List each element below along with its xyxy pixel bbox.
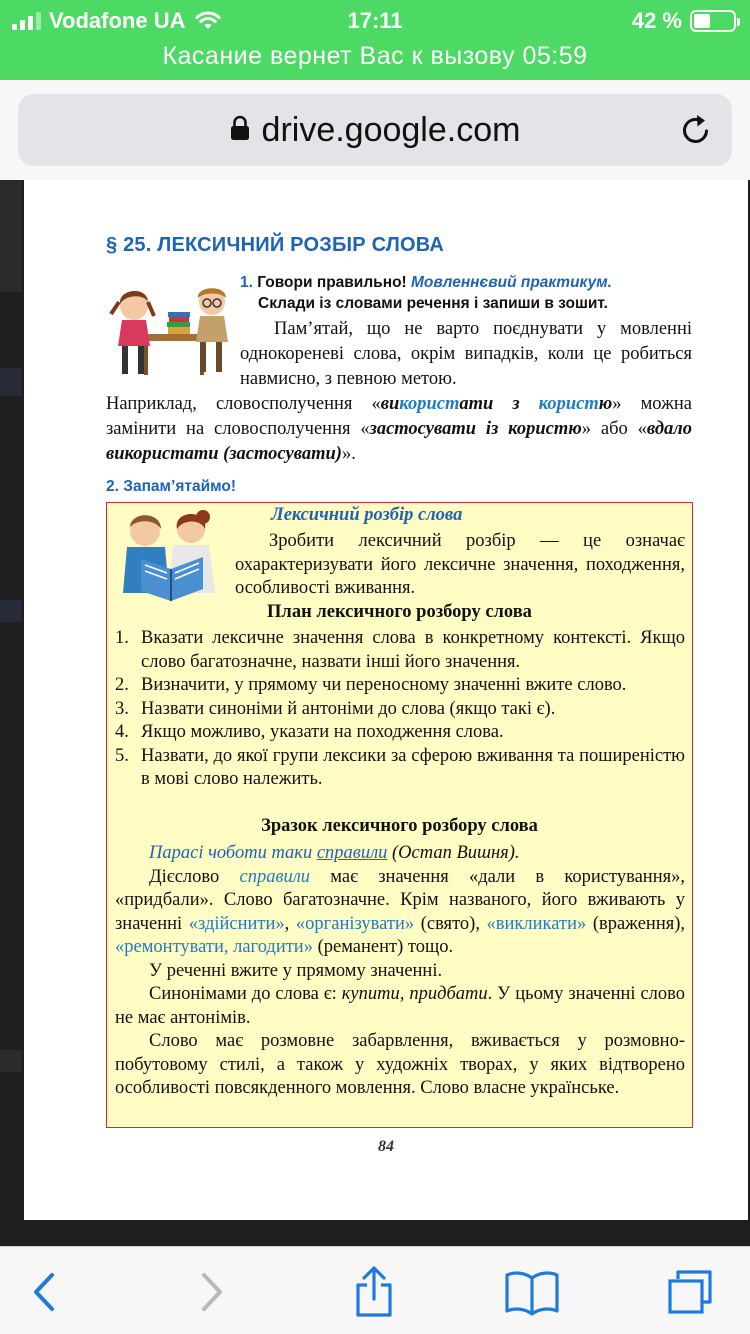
battery-icon	[690, 10, 736, 32]
back-button[interactable]	[14, 1265, 74, 1319]
sample-text: (реманент) тощо.	[312, 937, 454, 957]
sample-text: має значення «дали в користування», «придбали». Слово багатозначне. Крім названого, його вживають у значенні	[115, 866, 685, 934]
browser-toolbar	[0, 1246, 750, 1334]
plan-item	[115, 745, 685, 792]
bookmarks-button[interactable]	[502, 1265, 562, 1319]
quote-author: (Остап Вишня).	[387, 843, 520, 863]
exercise-2-title: 2. Запам’ятаймо!	[106, 478, 236, 495]
url-text: drive.google.com	[261, 110, 521, 149]
sample-synonyms	[115, 983, 685, 1030]
example-text: » або «	[581, 419, 647, 439]
exercise-1	[240, 272, 700, 314]
plan-item	[115, 674, 685, 698]
document-page	[24, 180, 748, 1220]
lock-icon	[230, 115, 250, 141]
sample-text: Синонімами до слова є:	[149, 984, 342, 1004]
address-bar[interactable]	[18, 94, 732, 166]
sample-text: (свято),	[414, 913, 487, 934]
battery-level	[694, 14, 710, 28]
status-bar[interactable]	[0, 0, 750, 80]
page-number: 84	[378, 1138, 394, 1155]
tabs-button[interactable]	[660, 1265, 720, 1319]
plan-item-number: 4.	[115, 722, 129, 742]
sample-text: ,	[284, 913, 296, 934]
plan-item-number: 5.	[115, 745, 129, 766]
reload-icon[interactable]	[678, 112, 714, 148]
plan-item	[115, 721, 685, 745]
example-root: корист	[399, 394, 460, 414]
exercise-1-lead: Говори правильно!	[257, 274, 407, 291]
plan-item-text: Назвати синоніми й антоніми до слова (якщо такі є).	[141, 698, 556, 719]
plan-item-text: Визначити, у прямому чи переносному значенні вжите слово.	[141, 675, 627, 695]
viewer-margin	[0, 600, 22, 622]
exercise-1-task: Склади із словами речення і запиши в зошит.	[258, 295, 608, 312]
sample-quote	[115, 842, 685, 866]
plan-title: План лексичного розбору слова	[267, 602, 532, 622]
battery-percent: 42 %	[631, 8, 682, 33]
example-paragraph	[106, 392, 692, 467]
share-button[interactable]	[344, 1265, 404, 1319]
sample-analysis	[115, 842, 685, 1101]
share-icon	[352, 1265, 396, 1319]
battery-info	[632, 8, 736, 34]
address-content	[18, 94, 732, 166]
sample-meaning-term: «викликати»	[486, 913, 587, 934]
exercise-1-subtitle: Мовленнєвий практикум.	[411, 274, 612, 291]
kids-at-desk-illustration	[108, 276, 234, 380]
return-to-call-banner[interactable]: Касание вернет Вас к вызову 05:59	[162, 42, 588, 70]
quote-part: Парасі чоботи таки	[149, 843, 317, 863]
box-definition	[235, 530, 685, 601]
section-title: § 25. ЛЕКСИЧНИЙ РОЗБІР СЛОВА	[106, 234, 444, 256]
sample-style: Слово має розмовне забарвлення, вживається у розмовно-побутовому стилі, а також у художніх творах, у яких відтворено особливості повсякденного мовлення. Слово власне українське.	[115, 1031, 685, 1098]
status-time: 17:11	[347, 8, 403, 33]
status-row	[0, 6, 750, 36]
sample-synonym-list: купити, придбати	[341, 984, 488, 1004]
example-word: ати з	[459, 394, 539, 414]
sample-meaning-term: «організувати»	[295, 913, 415, 934]
viewer-margin	[0, 1050, 22, 1072]
plan-item-number: 2.	[115, 675, 129, 695]
forward-icon	[199, 1272, 225, 1312]
forward-button[interactable]	[182, 1265, 242, 1319]
sample-meaning-term: «здійснити»	[188, 913, 285, 934]
example-alternative: застосувати із користю	[369, 419, 582, 439]
viewer-margin	[0, 180, 22, 292]
example-text: » можна замінити на словосполучення «	[106, 394, 692, 439]
plan-item-text: Вказати лексичне значення слова в конкретному контексті. Якщо слово багатозначне, назвати інші його значення.	[141, 628, 685, 672]
example-text: Наприклад, словосполучення «	[106, 394, 381, 414]
sample-usage: У реченні вжите у прямому значенні.	[149, 960, 443, 981]
example-root: корист	[538, 394, 599, 414]
browser-address-area	[0, 80, 750, 180]
quote-target-word: справили	[316, 843, 388, 863]
example-word: ю	[598, 394, 613, 414]
box-definition-text: Зробити лексичний розбір — це означає охарактеризувати його лексичне значення, походження, особливості вживання.	[235, 531, 685, 598]
remember-note	[240, 317, 692, 392]
sample-quote-text	[149, 843, 387, 863]
carrier-name: Vodafone UA	[49, 8, 186, 33]
sample-meaning-term: «ремонтувати, лагодити»	[115, 937, 313, 957]
plan-list	[115, 627, 685, 792]
example-text: ».	[341, 444, 356, 464]
sample-title: Зразок лексичного розбору слова	[261, 816, 538, 836]
sample-text: . У цьому значенні слово не має антонімів.	[115, 984, 686, 1028]
example-alternative: вдало використати (застосувати)	[106, 419, 692, 464]
plan-item	[115, 698, 685, 722]
sample-text: Дієслово	[149, 866, 240, 887]
back-icon	[31, 1272, 57, 1312]
kids-reading-book-illustration	[111, 507, 227, 603]
exercise-1-number: 1.	[240, 274, 253, 291]
plan-item	[115, 627, 685, 674]
sample-meaning	[115, 866, 685, 960]
box-heading: Лексичний розбір слова	[271, 505, 463, 525]
viewer-margin	[0, 368, 22, 396]
plan-item-text: Якщо можливо, указати на походження слова.	[141, 722, 504, 742]
tabs-icon	[664, 1266, 716, 1318]
remember-note-text: Пам’ятай, що не варто поєднувати у мовленні однокореневі слова, окрім випадків, коли це робиться навмисно, з певною метою.	[240, 319, 692, 389]
plan-item-number: 3.	[115, 698, 129, 719]
sample-verb: справили	[239, 866, 311, 887]
sample-text: (враження),	[586, 913, 686, 934]
bookmarks-icon	[504, 1268, 560, 1316]
example-word: ви	[380, 394, 400, 414]
rule-box	[106, 502, 693, 1128]
plan-item-number: 1.	[115, 628, 129, 648]
document-viewer[interactable]	[0, 180, 750, 1246]
plan-item-text: Назвати, до якої групи лексики за сферою вживання та поширеністю в мові слово належить.	[141, 745, 685, 789]
